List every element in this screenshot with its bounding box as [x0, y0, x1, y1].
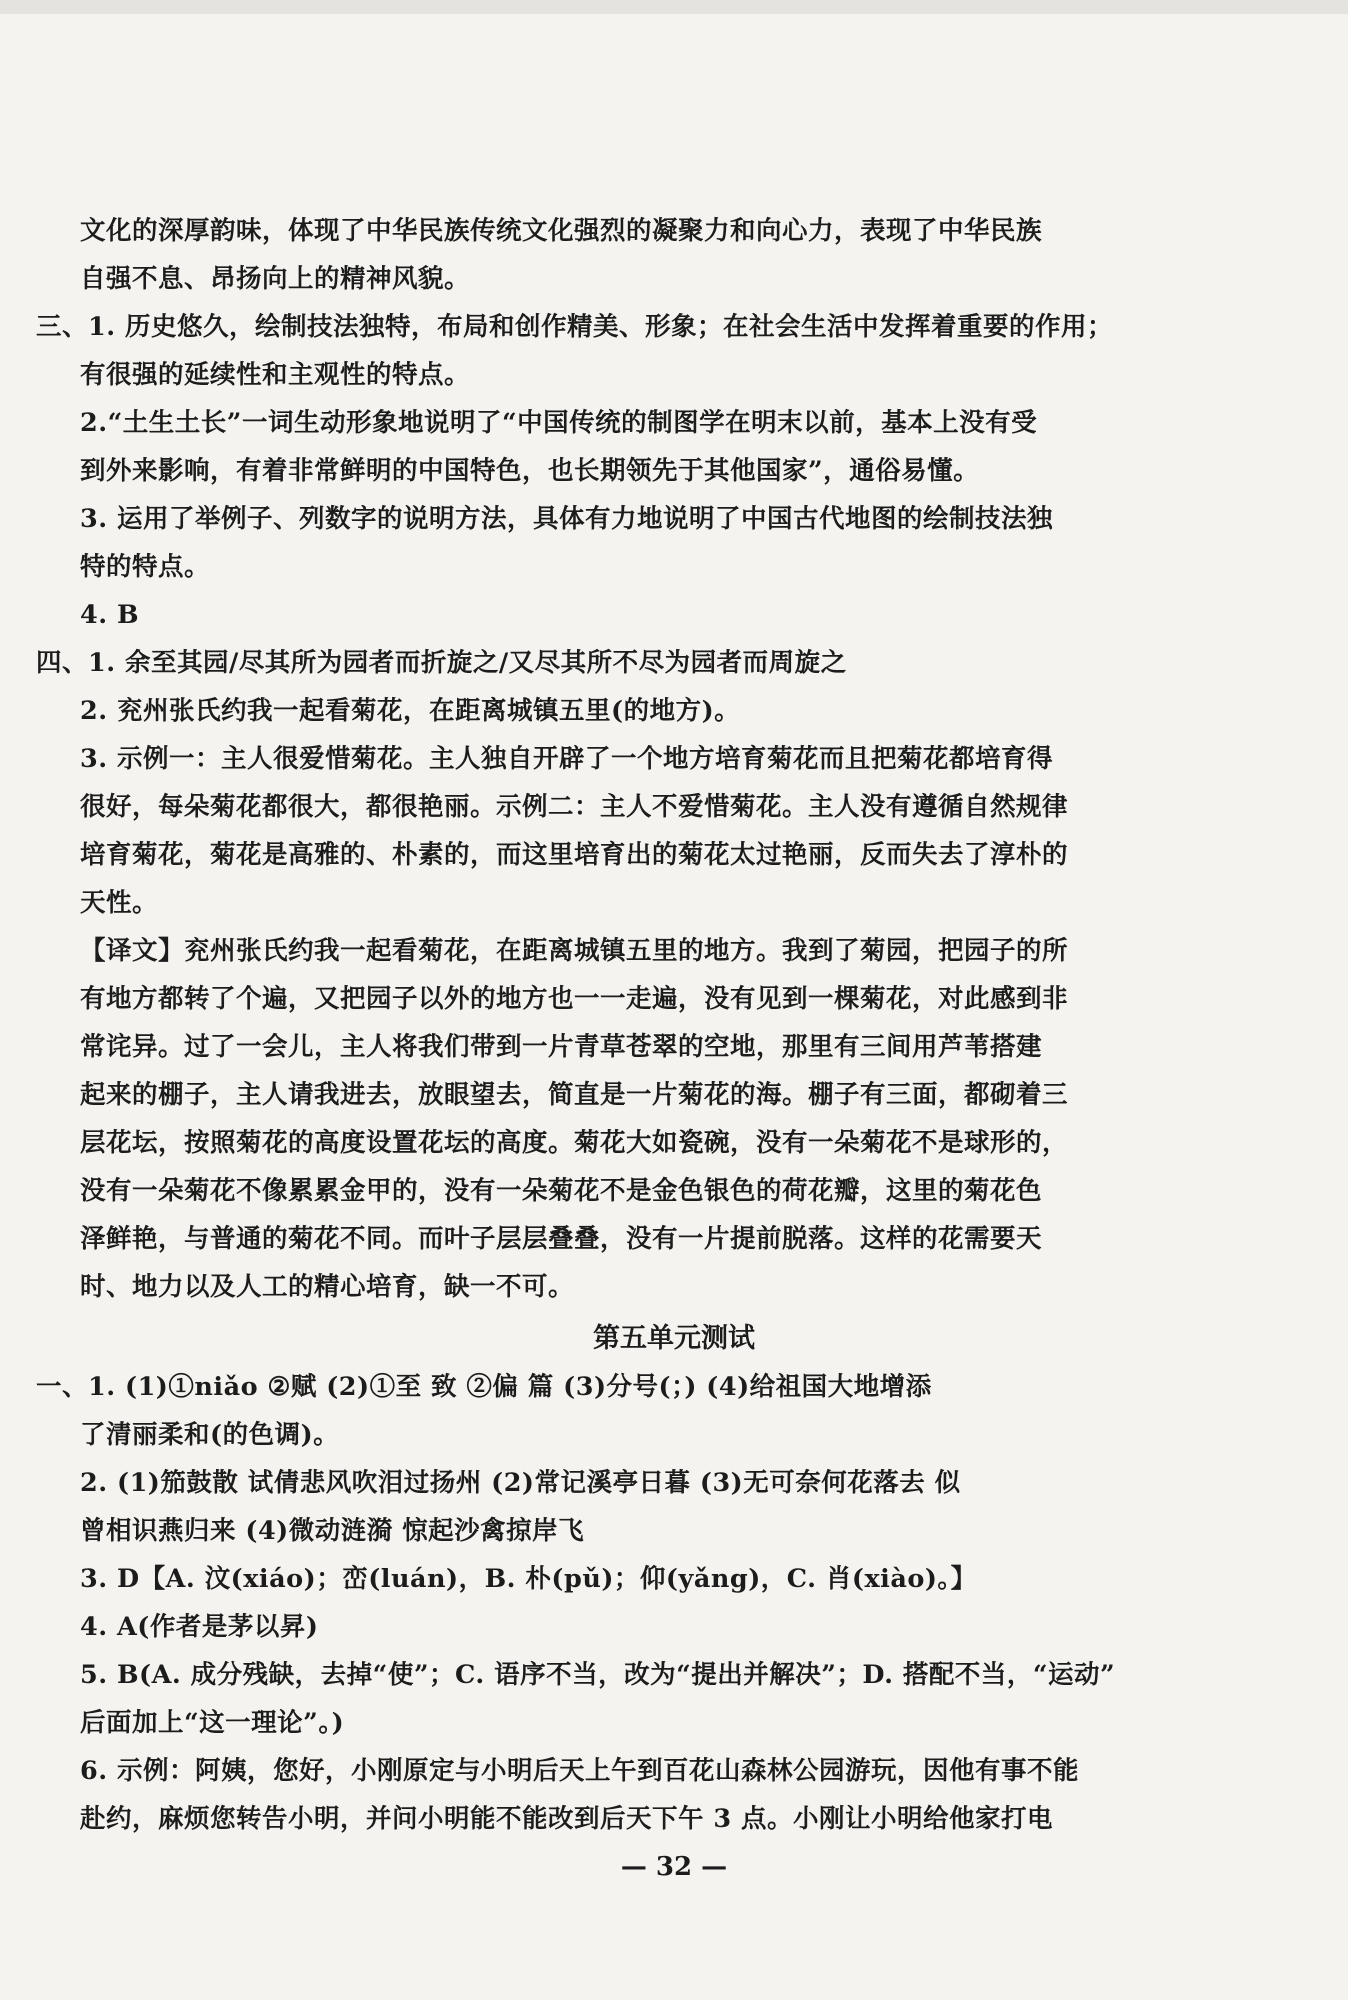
text-line: 【译文】兖州张氏约我一起看菊花，在距离城镇五里的地方。我到了菊园，把园子的所: [80, 936, 1069, 966]
text-line: 泽鲜艳，与普通的菊花不同。而叶子层层叠叠，没有一片提前脱落。这样的花需要天: [80, 1224, 1043, 1254]
text-line: 2.“土生土长”一词生动形象地说明了“中国传统的制图学在明末以前，基本上没有受: [80, 408, 1038, 438]
text-line: 6. 示例：阿姨，您好，小刚原定与小明后天上午到百花山森林公园游玩，因他有事不能: [80, 1756, 1080, 1786]
text-line: 了清丽柔和(的色调)。: [80, 1420, 340, 1450]
text-line: 5. B(A. 成分残缺，去掉“使”；C. 语序不当，改为“提出并解决”；D. 搭配不当，“运动”: [80, 1660, 1116, 1690]
text-line: 自强不息、昂扬向上的精神风貌。: [80, 264, 471, 294]
text-line: 有地方都转了个遍，又把园子以外的地方也一一走遍，没有见到一棵菊花，对此感到非: [80, 984, 1069, 1014]
text-line: 没有一朵菊花不像累累金甲的，没有一朵菊花不是金色银色的荷花瓣，这里的菊花色: [80, 1176, 1043, 1206]
page-number: — 32 —: [620, 1852, 728, 1882]
section-heading: 第五单元测试: [593, 1323, 755, 1354]
text-line: 2. (1)笳鼓散 试倩悲风吹泪过扬州 (2)常记溪亭日暮 (3)无可奈何花落去 似: [80, 1468, 961, 1498]
text-line: 起来的棚子，主人请我进去，放眼望去，简直是一片菊花的海。棚子有三面，都砌着三: [80, 1080, 1069, 1110]
text-line: 4. A(作者是茅以昇): [80, 1612, 319, 1642]
text-line: 很好，每朵菊花都很大，都很艳丽。示例二：主人不爱惜菊花。主人没有遵循自然规律: [80, 792, 1069, 822]
text-line: 有很强的延续性和主观性的特点。: [80, 360, 471, 390]
text-line: 特的特点。: [80, 552, 211, 582]
text-line: 到外来影响，有着非常鲜明的中国特色，也长期领先于其他国家”，通俗易懂。: [80, 456, 980, 486]
text-line: 后面加上“这一理论”。): [80, 1708, 345, 1738]
text-line: 三、1. 历史悠久，绘制技法独特，布局和创作精美、形象；在社会生活中发挥着重要的作用；: [36, 312, 1114, 342]
text-line: 3. D【A. 汶(xiáo)；峦(luán)，B. 朴(pǔ)；仰(yǎng)，C. 肖(xiào)。】: [80, 1564, 977, 1594]
text-line: 3. 示例一：主人很爱惜菊花。主人独自开辟了一个地方培育菊花而且把菊花都培育得: [80, 744, 1054, 774]
text-line: 常诧异。过了一会儿，主人将我们带到一片青草苍翠的空地，那里有三间用芦苇搭建: [80, 1032, 1043, 1062]
text-line: 曾相识燕归来 (4)微动涟漪 惊起沙禽掠岸飞: [80, 1516, 585, 1546]
text-line: 4. B: [80, 600, 140, 630]
text-line: 一、1. (1)①niǎo ②赋 (2)①至 致 ②偏 篇 (3)分号(；) (4)给祖国大地增添: [36, 1372, 932, 1402]
text-line: 2. 兖州张氏约我一起看菊花，在距离城镇五里(的地方)。: [80, 696, 741, 726]
text-line: 赴约，麻烦您转告小明，并问小明能不能改到后天下午 3 点。小刚让小明给他家打电: [80, 1804, 1054, 1834]
scan-edge: [0, 0, 1348, 14]
text-line: 时、地力以及人工的精心培育，缺一不可。: [80, 1272, 575, 1302]
text-line: 层花坛，按照菊花的高度设置花坛的高度。菊花大如瓷碗，没有一朵菊花不是球形的，: [80, 1128, 1069, 1158]
text-line: 培育菊花，菊花是高雅的、朴素的，而这里培育出的菊花太过艳丽，反而失去了淳朴的: [80, 840, 1069, 870]
text-line: 文化的深厚韵味，体现了中华民族传统文化强烈的凝聚力和向心力，表现了中华民族: [80, 216, 1043, 246]
text-line: 天性。: [80, 888, 159, 918]
text-line: 3. 运用了举例子、列数字的说明方法，具体有力地说明了中国古代地图的绘制技法独: [80, 504, 1054, 534]
text-line: 四、1. 余至其园/尽其所为园者而折旋之/又尽其所不尽为园者而周旋之: [36, 648, 847, 678]
